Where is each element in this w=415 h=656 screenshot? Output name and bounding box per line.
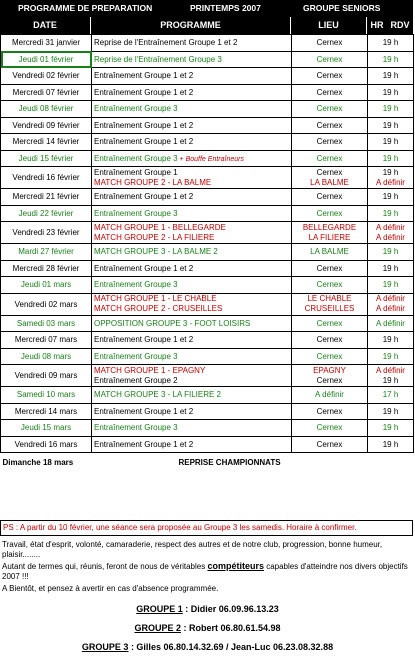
time-cell[interactable]: [368, 420, 414, 437]
location-cell-text: Cernex: [316, 153, 343, 163]
table-row: [1, 150, 414, 167]
group-3-contact: [0, 642, 415, 652]
program-cell-text: Entraînement Groupe 1 et 2: [94, 335, 194, 345]
header-programme: PROGRAMME: [91, 17, 290, 34]
table-row: [1, 348, 414, 365]
time-cell[interactable]: [368, 403, 414, 420]
time-cell-text: 19 h: [382, 351, 399, 361]
location-cell-text: Cernex: [316, 120, 343, 130]
date-cell[interactable]: Jeudi 01 mars: [1, 277, 92, 294]
location-cell[interactable]: [292, 117, 368, 134]
program-cell-text: Reprise de l'Entraînement Groupe 3: [94, 54, 222, 64]
location-cell-text: BELLEGARDE: [302, 222, 357, 232]
competitors-word: compétiteurs: [207, 561, 264, 571]
program-cell[interactable]: [92, 167, 292, 189]
location-cell-text: LA BALME: [310, 247, 349, 257]
program-cell-text: Entraînement Groupe 1 et 2: [94, 439, 194, 449]
location-cell-text: Cernex: [316, 87, 343, 97]
header-date: DATE: [0, 17, 90, 34]
group-2-name: GROUPE 2: [134, 623, 181, 633]
group-1-name: GROUPE 1: [136, 604, 183, 614]
program-cell[interactable]: [92, 365, 292, 387]
title-season: PRINTEMPS 2007: [190, 3, 261, 13]
table-row: [1, 403, 414, 420]
location-cell-text: Cernex: [316, 280, 343, 290]
program-cell-text: Entraînement Groupe 1 et 2: [94, 71, 194, 81]
reprise-championnats: REPRISE CHAMPIONNATS: [178, 458, 281, 468]
program-cell-text: Entraînement Groupe 1 et 2: [94, 263, 194, 273]
table-row: [1, 51, 414, 68]
program-cell[interactable]: [92, 205, 292, 222]
time-cell[interactable]: [368, 205, 414, 222]
location-cell-text: Cernex: [316, 335, 343, 345]
time-cell-text: 19 h: [382, 38, 399, 48]
table-row: [1, 277, 414, 294]
time-cell[interactable]: [368, 260, 414, 277]
program-cell[interactable]: [92, 51, 292, 68]
date-cell[interactable]: Mardi 27 février: [1, 244, 92, 261]
time-cell-text: 19 h: [382, 104, 399, 114]
time-cell-text: A définir: [376, 318, 405, 328]
location-cell[interactable]: [292, 35, 368, 52]
time-cell-text: 19 h: [382, 247, 399, 257]
program-cell[interactable]: [92, 117, 292, 134]
program-cell-text: MATCH GROUPE 3 - LA FILIERE 2: [94, 390, 221, 400]
table-row: [1, 315, 414, 332]
time-cell-text: 19 h: [382, 375, 399, 385]
program-cell-text: MATCH GROUPE 2 - CRUSEILLES: [94, 304, 223, 313]
program-cell[interactable]: [92, 68, 292, 85]
location-cell[interactable]: [292, 315, 368, 332]
program-cell[interactable]: [92, 222, 292, 244]
schedule-body: [1, 35, 414, 473]
time-cell-text: 19 h: [382, 54, 399, 64]
table-row: [1, 436, 414, 453]
time-cell-text: 19 h: [382, 87, 399, 97]
program-cell-text: Entraînement Groupe 3: [94, 423, 178, 433]
program-cell[interactable]: [92, 436, 292, 453]
time-cell[interactable]: [368, 189, 414, 206]
time-cell-text: A définir: [376, 294, 405, 303]
time-cell-text: 19 h: [382, 263, 399, 273]
date-cell[interactable]: Vendredi 16 février: [1, 167, 92, 189]
group-3-name: GROUPE 3: [81, 642, 129, 652]
location-cell[interactable]: [292, 222, 368, 244]
date-cell[interactable]: Jeudi 08 mars: [1, 348, 92, 365]
date-cell[interactable]: Samedi 03 mars: [1, 315, 92, 332]
header-rdv: RDV: [387, 17, 413, 34]
schedule-table: [0, 34, 414, 473]
location-cell[interactable]: [292, 51, 368, 68]
location-cell[interactable]: [292, 365, 368, 387]
date-cell[interactable]: Jeudi 22 février: [1, 205, 92, 222]
group-3-phone: : Gilles 06.80.14.32.69 / Jean-Luc 06.23.08.32.88: [128, 642, 334, 652]
time-cell-text: A définir: [376, 365, 405, 375]
program-cell-text: MATCH GROUPE 1 - LE CHABLE: [94, 294, 217, 303]
program-cell[interactable]: [92, 150, 292, 167]
location-cell[interactable]: [292, 332, 368, 349]
date-cell[interactable]: Mercredi 14 février: [1, 134, 92, 151]
group-1-phone: : Didier 06.09.96.13.23: [182, 604, 279, 614]
program-cell-text: Entraînement Groupe 3: [94, 351, 178, 361]
time-cell[interactable]: [368, 315, 414, 332]
time-cell-text: A définir: [376, 177, 405, 187]
date-cell[interactable]: Mercredi 14 mars: [1, 403, 92, 420]
time-cell[interactable]: [368, 150, 414, 167]
time-cell-text: 19 h: [382, 406, 399, 416]
location-cell-text: Cernex: [316, 71, 343, 81]
program-cell-text: MATCH GROUPE 1 - EPAGNY: [94, 365, 206, 375]
program-cell-text: MATCH GROUPE 3 - LA BALME 2: [94, 247, 218, 257]
table-row: [1, 293, 414, 315]
location-cell-text: Cernex: [316, 406, 343, 416]
time-cell[interactable]: [368, 436, 414, 453]
location-cell[interactable]: [292, 244, 368, 261]
program-cell[interactable]: [92, 315, 292, 332]
message-line-3: A Bientôt, et pensez à avertir en cas d'absence programmée.: [2, 584, 219, 593]
program-cell-text: MATCH GROUPE 2 - LA FILIERE: [94, 232, 215, 242]
time-cell[interactable]: [368, 387, 414, 404]
time-cell[interactable]: [368, 68, 414, 85]
location-cell[interactable]: [292, 436, 368, 453]
time-cell-text: 19 h: [382, 120, 399, 130]
program-cell[interactable]: [92, 277, 292, 294]
time-cell-text: 17 h: [382, 390, 399, 400]
time-cell-text: A définir: [376, 232, 405, 242]
date-cell[interactable]: Mercredi 28 février: [1, 260, 92, 277]
time-cell[interactable]: [368, 35, 414, 52]
location-cell-text: Cernex: [316, 104, 343, 114]
program-cell-text: Entraînement Groupe 1 et 2: [94, 120, 194, 130]
location-cell[interactable]: [292, 134, 368, 151]
program-cell-text: Entraînement Groupe 1 et 2: [94, 406, 194, 416]
location-cell[interactable]: [292, 403, 368, 420]
location-cell-text: Cernex: [316, 38, 343, 48]
time-cell[interactable]: [368, 84, 414, 101]
title-bar: [0, 0, 413, 17]
title-group: GROUPE SENIORS: [303, 3, 381, 13]
time-cell[interactable]: [368, 332, 414, 349]
program-cell-text: Entraînement Groupe 2: [94, 375, 178, 385]
program-cell[interactable]: [92, 189, 292, 206]
date-cell[interactable]: Mercredi 21 février: [1, 189, 92, 206]
table-row: [1, 244, 414, 261]
program-cell[interactable]: [92, 348, 292, 365]
message-line-1: Travail, état d'esprit, volonté, camaraderie, respect des autres et de notre club, progression, bonne humeur, plaisir........: [2, 540, 383, 559]
program-cell[interactable]: [92, 35, 292, 52]
program-cell-text: MATCH GROUPE 1 - BELLEGARDE: [94, 222, 226, 232]
date-cell[interactable]: Jeudi 15 mars: [1, 420, 92, 437]
location-cell[interactable]: [292, 277, 368, 294]
location-cell[interactable]: [292, 293, 368, 315]
date-cell[interactable]: Mercredi 07 mars: [1, 332, 92, 349]
program-cell[interactable]: [92, 387, 292, 404]
group-1-contact: [0, 604, 415, 614]
date-cell[interactable]: Vendredi 09 février: [1, 117, 92, 134]
date-cell[interactable]: Vendredi 02 février: [1, 68, 92, 85]
location-cell-text: Cernex: [316, 263, 343, 273]
program-cell-text: Reprise de l'Entraînement Groupe 1 et 2: [94, 38, 238, 48]
time-cell-text: 19 h: [382, 439, 399, 449]
time-cell-text: 19 h: [382, 167, 399, 177]
date-cell[interactable]: Jeudi 08 février: [1, 101, 92, 118]
time-cell[interactable]: [368, 293, 414, 315]
table-row: [1, 134, 414, 151]
table-row: [1, 117, 414, 134]
location-cell[interactable]: [292, 167, 368, 189]
table-row: [1, 332, 414, 349]
table-row: [1, 260, 414, 277]
program-cell[interactable]: [92, 260, 292, 277]
location-cell-text: Cernex: [316, 54, 343, 64]
date-cell[interactable]: Vendredi 16 mars: [1, 436, 92, 453]
location-cell[interactable]: [292, 387, 368, 404]
group-2-contact: [0, 623, 415, 633]
program-cell-text: Entraînement Groupe 1 et 2: [94, 87, 194, 97]
date-cell[interactable]: Vendredi 02 mars: [1, 293, 92, 315]
program-cell[interactable]: [92, 101, 292, 118]
time-cell-text: 19 h: [382, 71, 399, 81]
message-line-2c: capables d'atteindre nos divers objectifs 2007 !!!: [2, 562, 408, 581]
table-row: [1, 222, 414, 244]
location-cell-text: Cernex: [316, 208, 343, 218]
time-cell-text: 19 h: [382, 192, 399, 202]
program-cell-text: Entraînement Groupe 3: [94, 208, 178, 218]
time-cell[interactable]: [368, 222, 414, 244]
location-cell[interactable]: [292, 101, 368, 118]
program-cell-text: Entraînement Groupe 1 et 2: [94, 137, 194, 147]
empty-cell: [368, 453, 414, 473]
location-cell[interactable]: [292, 84, 368, 101]
program-cell-text: Entraînement Groupe 1 et 2: [94, 192, 194, 202]
time-cell-text: 19 h: [382, 335, 399, 345]
title-programme: PROGRAMME DE PREPARATION: [18, 3, 153, 13]
time-cell[interactable]: [368, 117, 414, 134]
location-cell-text: Cernex: [316, 167, 343, 177]
date-cell[interactable]: Mercredi 07 février: [1, 84, 92, 101]
time-cell[interactable]: [368, 134, 414, 151]
location-cell[interactable]: [292, 189, 368, 206]
time-cell-text: 19 h: [382, 280, 399, 290]
time-cell[interactable]: [368, 348, 414, 365]
location-cell-text: A définir: [315, 390, 344, 400]
time-cell-text: 19 h: [382, 137, 399, 147]
reprise-date: Dimanche 18 mars: [2, 458, 74, 468]
program-cell[interactable]: [92, 293, 292, 315]
program-cell-text: Entraînement Groupe 3: [94, 280, 178, 290]
table-row: [1, 387, 414, 404]
table-row: [1, 189, 414, 206]
time-cell[interactable]: [368, 244, 414, 261]
location-cell-text: EPAGNY: [313, 365, 346, 375]
location-cell[interactable]: [292, 348, 368, 365]
program-cell-text: Entraînement Groupe 3: [94, 104, 178, 114]
ps-note: PS : A partir du 10 février, une séance sera proposée au Groupe 3 les samedis. Horaire à confirmer.: [0, 520, 413, 536]
location-cell[interactable]: [292, 150, 368, 167]
location-cell-text: Cernex: [316, 192, 343, 202]
table-row: [1, 167, 414, 189]
program-cell[interactable]: [92, 332, 292, 349]
group-2-phone: : Robert 06.80.61.54.98: [180, 623, 281, 633]
time-cell[interactable]: [368, 277, 414, 294]
location-cell-text: Cernex: [316, 375, 343, 385]
time-cell[interactable]: [368, 51, 414, 68]
program-cell-text: Entraînement Groupe 3 + Bouffe Entraîneurs: [94, 153, 244, 163]
time-cell-text: 19 h: [382, 208, 399, 218]
reprise-row: [1, 453, 414, 473]
program-cell-text: Entraînement Groupe 1: [94, 167, 178, 177]
location-cell-text: Cernex: [316, 423, 343, 433]
message-line-2: [2, 561, 412, 582]
table-row: [1, 101, 414, 118]
time-cell-text: A définir: [376, 222, 405, 232]
date-cell[interactable]: Samedi 10 mars: [1, 387, 92, 404]
time-cell-text: A définir: [376, 304, 405, 313]
time-cell[interactable]: [368, 167, 414, 189]
location-cell[interactable]: [292, 68, 368, 85]
location-cell-text: LA FILIERE: [308, 232, 351, 242]
location-cell-text: CRUSEILLES: [304, 304, 355, 313]
table-row: [1, 35, 414, 52]
time-cell-text: 19 h: [382, 423, 399, 433]
date-cell[interactable]: Mercredi 31 janvier: [1, 35, 92, 52]
program-cell[interactable]: [92, 84, 292, 101]
time-cell[interactable]: [368, 365, 414, 387]
location-cell-text: Cernex: [316, 351, 343, 361]
program-cell[interactable]: [92, 420, 292, 437]
location-cell-text: Cernex: [316, 137, 343, 147]
table-row: [1, 84, 414, 101]
time-cell-text: 19 h: [382, 153, 399, 163]
location-cell[interactable]: [292, 420, 368, 437]
location-cell-text: LA BALME: [310, 177, 349, 187]
program-cell-text: MATCH GROUPE 2 - LA BALME: [94, 177, 212, 187]
header-hr: HR: [367, 17, 387, 34]
location-cell[interactable]: [292, 205, 368, 222]
time-cell[interactable]: [368, 101, 414, 118]
program-cell-text: OPPOSITION GROUPE 3 - FOOT LOISIRS: [94, 318, 251, 328]
location-cell-text: Cernex: [316, 318, 343, 328]
date-cell[interactable]: Vendredi 23 février: [1, 222, 92, 244]
table-row: [1, 365, 414, 387]
message-line-2a: Autant de termes qui, réunis, feront de nous de véritables: [2, 562, 208, 571]
location-cell-text: Cernex: [316, 439, 343, 449]
table-row: [1, 68, 414, 85]
date-cell[interactable]: Jeudi 15 février: [1, 150, 92, 167]
date-cell[interactable]: Jeudi 01 février: [1, 51, 92, 68]
header-lieu: LIEU: [291, 17, 366, 34]
program-cell[interactable]: [92, 134, 292, 151]
table-row: [1, 205, 414, 222]
program-cell[interactable]: [92, 403, 292, 420]
program-cell[interactable]: [92, 244, 292, 261]
table-row: [1, 420, 414, 437]
program-note: + Bouffe Entraîneurs: [177, 155, 244, 163]
location-cell-text: LE CHABLE: [307, 294, 352, 303]
date-cell[interactable]: Vendredi 09 mars: [1, 365, 92, 387]
location-cell[interactable]: [292, 260, 368, 277]
